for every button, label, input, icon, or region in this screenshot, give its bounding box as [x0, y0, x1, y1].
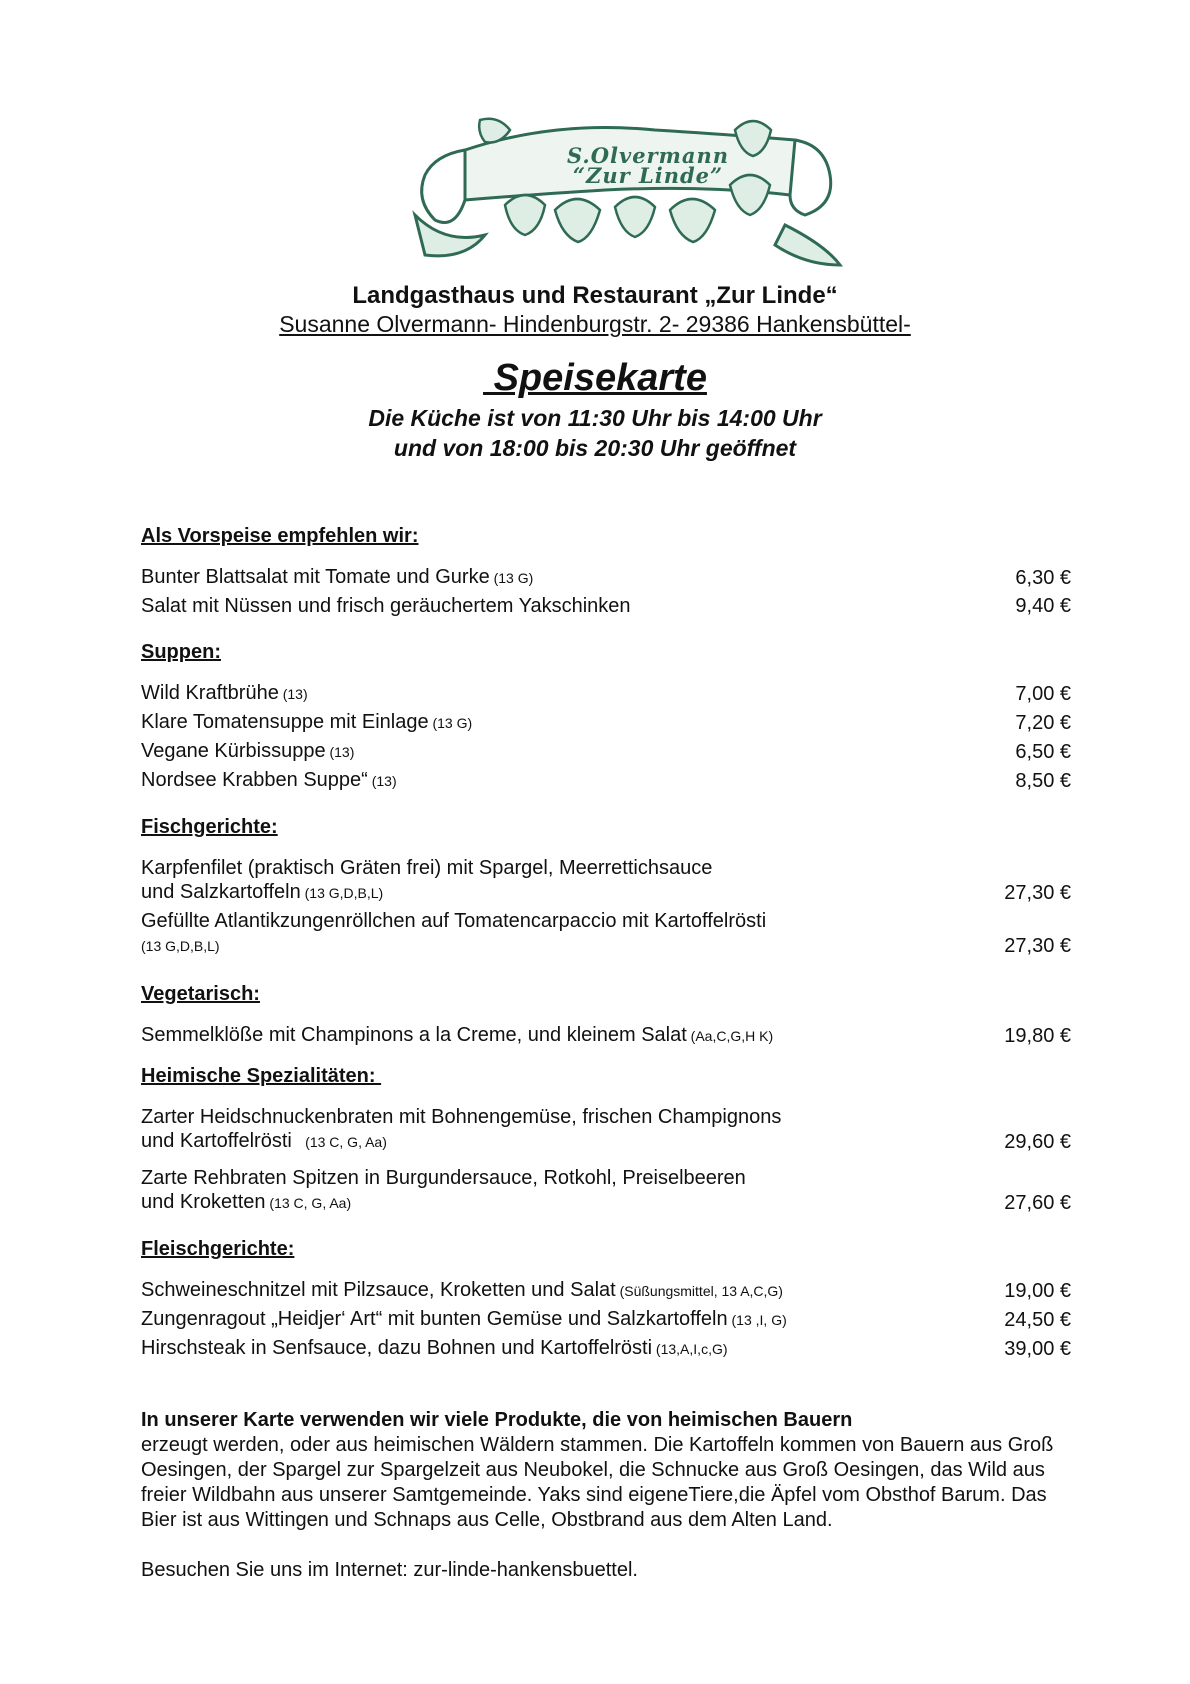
- item-allergens: (13 C, G, Aa): [265, 1195, 352, 1211]
- restaurant-logo: [405, 115, 845, 275]
- item-allergens: (13 G,D,B,L): [141, 938, 220, 954]
- item-name: Zarte Rehbraten Spitzen in Burgundersauce, Rotkohl, Preiselbeeren: [141, 1167, 746, 1189]
- section-title: Fleischgerichte:: [141, 1238, 295, 1260]
- menu-item: [141, 1166, 1071, 1215]
- menu-item: [141, 1336, 1071, 1361]
- item-price: 39,00 €: [1004, 1338, 1071, 1360]
- item-name: Nordsee Krabben Suppe“: [141, 769, 368, 791]
- restaurant-address: Susanne Olvermann- Hindenburgstr. 2- 29386 Hankensbüttel-: [279, 311, 911, 337]
- item-allergens: (13 G): [428, 715, 473, 731]
- item-allergens: (13 G,D,B,L): [300, 885, 384, 901]
- item-name: Karpfenfilet (praktisch Gräten frei) mit Spargel, Meerrettichsauce: [141, 857, 713, 879]
- menu-item: [141, 768, 1071, 793]
- item-allergens: (13): [278, 686, 308, 702]
- item-price: 19,80 €: [1004, 1025, 1071, 1047]
- menu-item: [141, 1023, 1071, 1048]
- restaurant-name: Landgasthaus und Restaurant „Zur Linde“: [352, 282, 838, 309]
- item-name: Schweineschnitzel mit Pilzsauce, Kroketten und Salat: [141, 1279, 616, 1301]
- item-price: 7,20 €: [1015, 712, 1071, 734]
- page-title: Speisekarte: [483, 357, 707, 399]
- item-price: 9,40 €: [1015, 595, 1071, 617]
- section-vegetarian: [141, 983, 1071, 1048]
- item-name-line-2: und Salzkartoffeln: [141, 881, 301, 903]
- footer-body: erzeugt werden, oder aus heimischen Wäldern stammen. Die Kartoffeln kommen von Bauern aus Groß Oesingen, der Spargel zur Spargelzeit aus Neubokel, die Schnucke aus Groß Oesingen, das Wild aus freier Wildbahn aus unserer Samtgemeinde. Yaks sind eigeneTiere,die Äpfel vom Obsthof Barum. Das Bier ist aus Wittingen und Schnaps aus Celle, Obstbrand aus dem Alten Land.: [141, 1434, 1054, 1531]
- opening-hours-line-1: Die Küche ist von 11:30 Uhr bis 14:00 Uhr: [368, 405, 822, 431]
- item-price: 27,60 €: [1004, 1192, 1071, 1214]
- section-soups: [141, 641, 1071, 793]
- item-allergens: (13): [325, 744, 355, 760]
- item-name: Bunter Blattsalat mit Tomate und Gurke: [141, 566, 490, 588]
- menu-item: [141, 710, 1071, 735]
- menu-item: [141, 739, 1071, 764]
- item-name: Hirschsteak in Senfsauce, dazu Bohnen und Kartoffelrösti: [141, 1337, 653, 1359]
- item-name-line-2: und Kartoffelrösti: [141, 1130, 298, 1152]
- item-price: 29,60 €: [1004, 1131, 1071, 1153]
- item-price: 27,30 €: [1004, 935, 1071, 957]
- item-allergens: (13): [367, 773, 397, 789]
- item-allergens: (Aa,C,G,H K): [686, 1028, 774, 1044]
- item-allergens: (13,A,I,c,G): [652, 1341, 728, 1357]
- item-price: 24,50 €: [1004, 1309, 1071, 1331]
- footer-website: Besuchen Sie uns im Internet: zur-linde-hankensbuettel.: [141, 1559, 638, 1581]
- menu-item: [141, 1278, 1071, 1303]
- section-title: Suppen:: [141, 641, 221, 663]
- menu-item: [141, 565, 1071, 590]
- menu-item: [141, 681, 1071, 706]
- item-name: Salat mit Nüssen und frisch geräuchertem Yakschinken: [141, 595, 631, 617]
- item-name: Klare Tomatensuppe mit Einlage: [141, 711, 429, 733]
- item-price: 7,00 €: [1015, 683, 1071, 705]
- item-price: 6,30 €: [1015, 567, 1071, 589]
- menu-item: [141, 1307, 1071, 1332]
- item-price: 19,00 €: [1004, 1280, 1071, 1302]
- section-title: Heimische Spezialitäten:: [141, 1065, 382, 1087]
- section-starters: [141, 525, 1071, 618]
- item-name: Zungenragout „Heidjer‘ Art“ mit bunten Gemüse und Salzkartoffeln: [141, 1308, 728, 1330]
- menu-item: [141, 909, 1071, 958]
- item-allergens: (Süßungsmittel, 13 A,C,G): [615, 1283, 783, 1299]
- opening-hours-line-2: und von 18:00 bis 20:30 Uhr geöffnet: [393, 435, 797, 461]
- item-allergens: (13 G): [489, 570, 534, 586]
- footer-note: [141, 1408, 1081, 1583]
- section-title: Fischgerichte:: [141, 816, 278, 838]
- section-title: Vegetarisch:: [141, 983, 260, 1005]
- item-name: Semmelklöße mit Champinons a la Creme, und kleinem Salat: [141, 1024, 687, 1046]
- item-name-line-2: und Kroketten: [141, 1191, 266, 1213]
- menu-item: [141, 594, 1071, 618]
- logo-line-2: “Zur Linde”: [572, 163, 724, 188]
- section-fish: [141, 816, 1071, 958]
- item-price: 6,50 €: [1015, 741, 1071, 763]
- logo-line-1: S.Olvermann: [567, 143, 729, 168]
- item-allergens: (13 ,I, G): [727, 1312, 787, 1328]
- section-title: Als Vorspeise empfehlen wir:: [141, 525, 419, 547]
- item-price: 8,50 €: [1015, 770, 1071, 792]
- item-name: Gefüllte Atlantikzungenröllchen auf Tomatencarpaccio mit Kartoffelrösti: [141, 910, 767, 932]
- item-price: 27,30 €: [1004, 882, 1071, 904]
- item-name: Wild Kraftbrühe: [141, 682, 279, 704]
- item-name: Vegane Kürbissuppe: [141, 740, 326, 762]
- section-meat: [141, 1238, 1071, 1361]
- item-name: Zarter Heidschnuckenbraten mit Bohnengemüse, frischen Champignons: [141, 1106, 782, 1128]
- menu-item: [141, 1105, 1071, 1154]
- item-allergens: (13 C, G, Aa): [297, 1134, 387, 1150]
- section-local-specialties: [141, 1065, 1071, 1215]
- footer-lead: In unserer Karte verwenden wir viele Produkte, die von heimischen Bauern: [141, 1409, 853, 1431]
- menu-item: [141, 856, 1071, 905]
